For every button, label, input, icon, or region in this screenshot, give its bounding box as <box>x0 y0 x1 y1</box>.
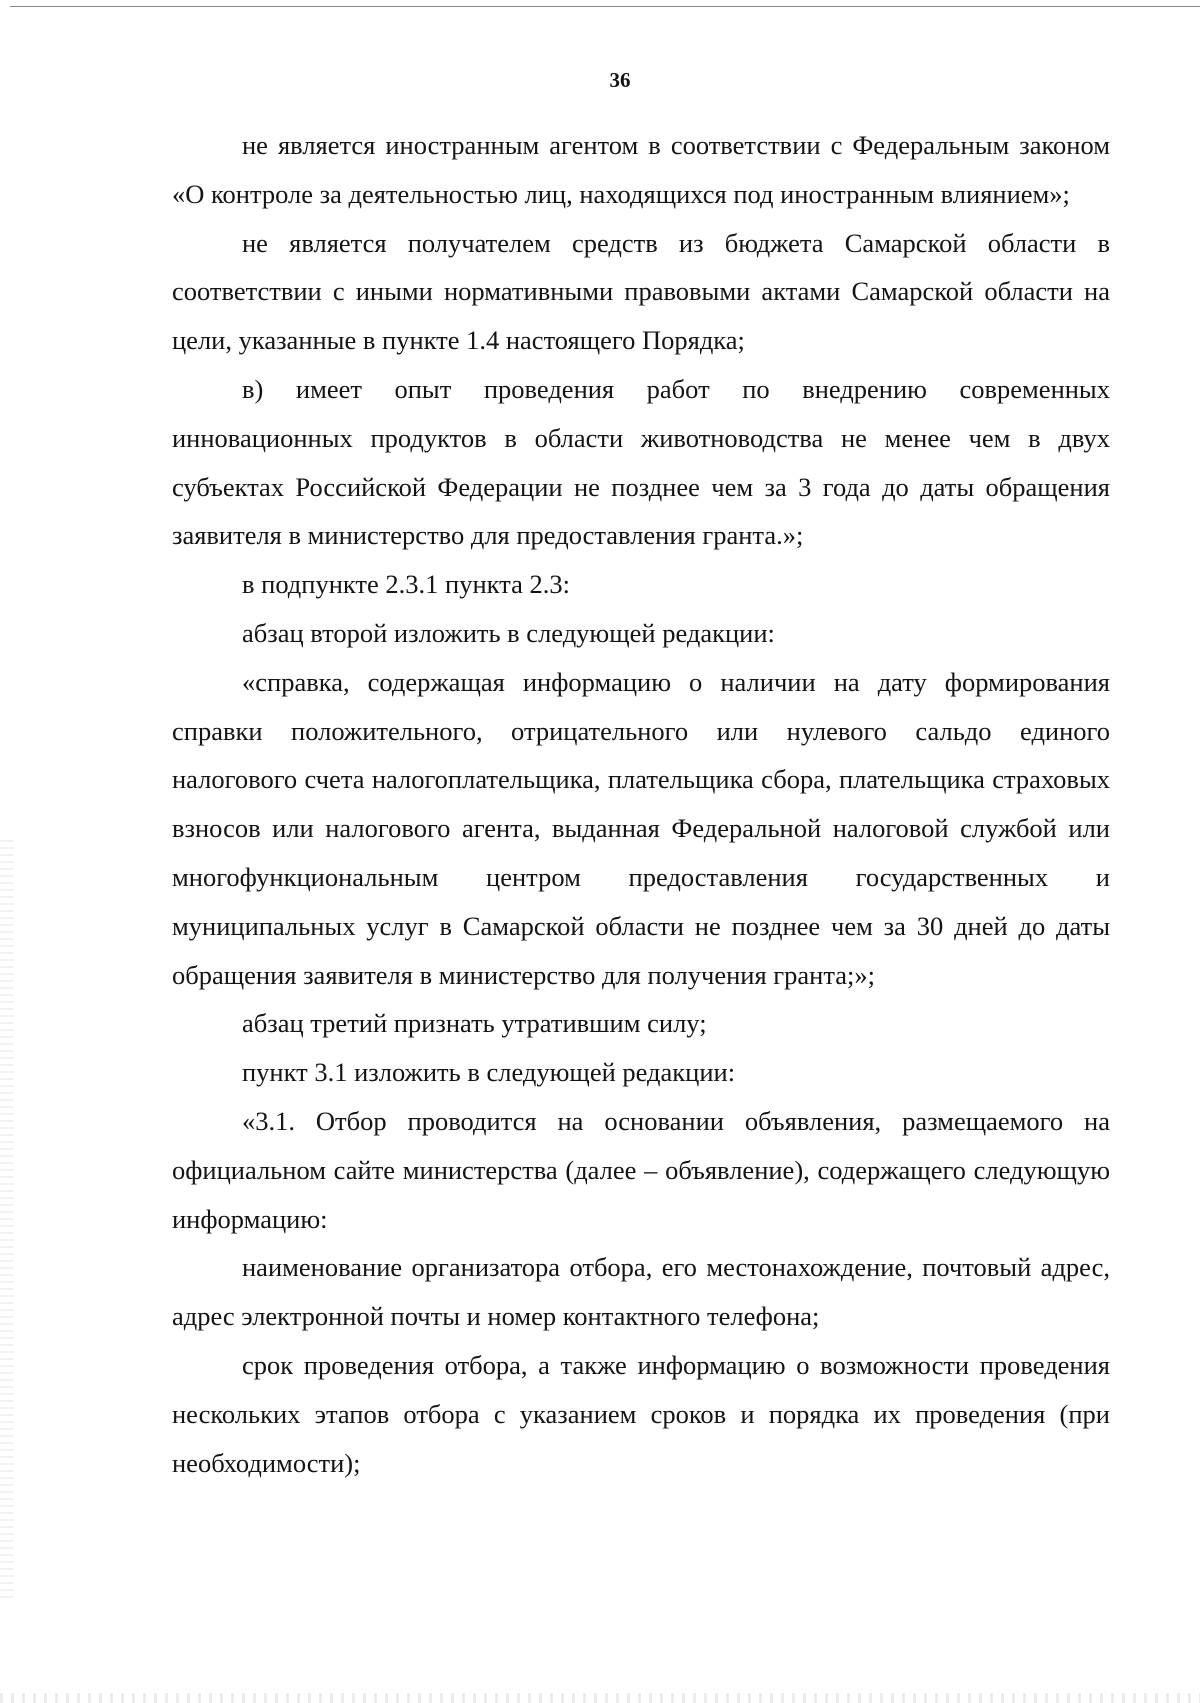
paragraph-subclause-2-3-1: в подпункте 2.3.1 пункта 2.3: <box>242 569 570 600</box>
paragraph-budget-recipient: не является получателем средств из бюджета Самарской области в соответствии с иными нормативными правовыми актами Самарской области на цели, указанные в пункте 1.4 настоящего Порядка; <box>172 227 1110 356</box>
paragraph-selection-announcement: «3.1. Отбор проводится на основании объявления, размещаемого на официальном сайте министерства (далее – объявление), содержащего следующую информацию: <box>172 1105 1110 1234</box>
paragraph-experience: в) имеет опыт проведения работ по внедрению современных инновационных продуктов в области животноводства не менее чем в двух субъектах Российской Федерации не позднее чем за 3 года до даты обращения заявителя в министерство для предоставления гранта.»; <box>172 373 1110 551</box>
paragraph-foreign-agent: не является иностранным агентом в соответствии с Федеральным законом «О контроле за деятельностью лиц, находящихся под иностранным влиянием»; <box>172 130 1110 209</box>
paragraph-tax-certificate: «справка, содержащая информацию о наличии на дату формирования справки положительного, отрицательного или нулевого сальдо единого налогового счета налогоплательщика, плательщика сбора, плательщика страховых взносов или налогового агента, выданная Федеральной налоговой службой или многофункциональным центром предоставления государственных и муниципальных услуг в Самарской области не позднее чем за 30 дней до даты обращения заявителя в министерство для получения гранта;»; <box>172 666 1110 990</box>
scan-edge-artifact <box>0 840 14 1600</box>
paragraph-organizer-info: наименование организатора отбора, его местонахождение, почтовый адрес, адрес электронной почты и номер контактного телефона; <box>172 1252 1110 1332</box>
paragraph-selection-period: срок проведения отбора, а также информацию о возможности проведения нескольких этапов отбора с указанием сроков и порядка их проведения (при необходимости); <box>172 1349 1110 1478</box>
paragraph-clause-3-1: пункт 3.1 изложить в следующей редакции: <box>242 1057 736 1088</box>
document-body <box>172 121 1110 1487</box>
paragraph-third-abstract: абзац третий признать утратившим силу; <box>242 1008 707 1039</box>
top-border-line <box>10 6 1200 7</box>
scan-bottom-artifact <box>0 1693 1200 1703</box>
page-number: 36 <box>609 68 631 92</box>
paragraph-second-abstract: абзац второй изложить в следующей редакции: <box>242 617 775 648</box>
